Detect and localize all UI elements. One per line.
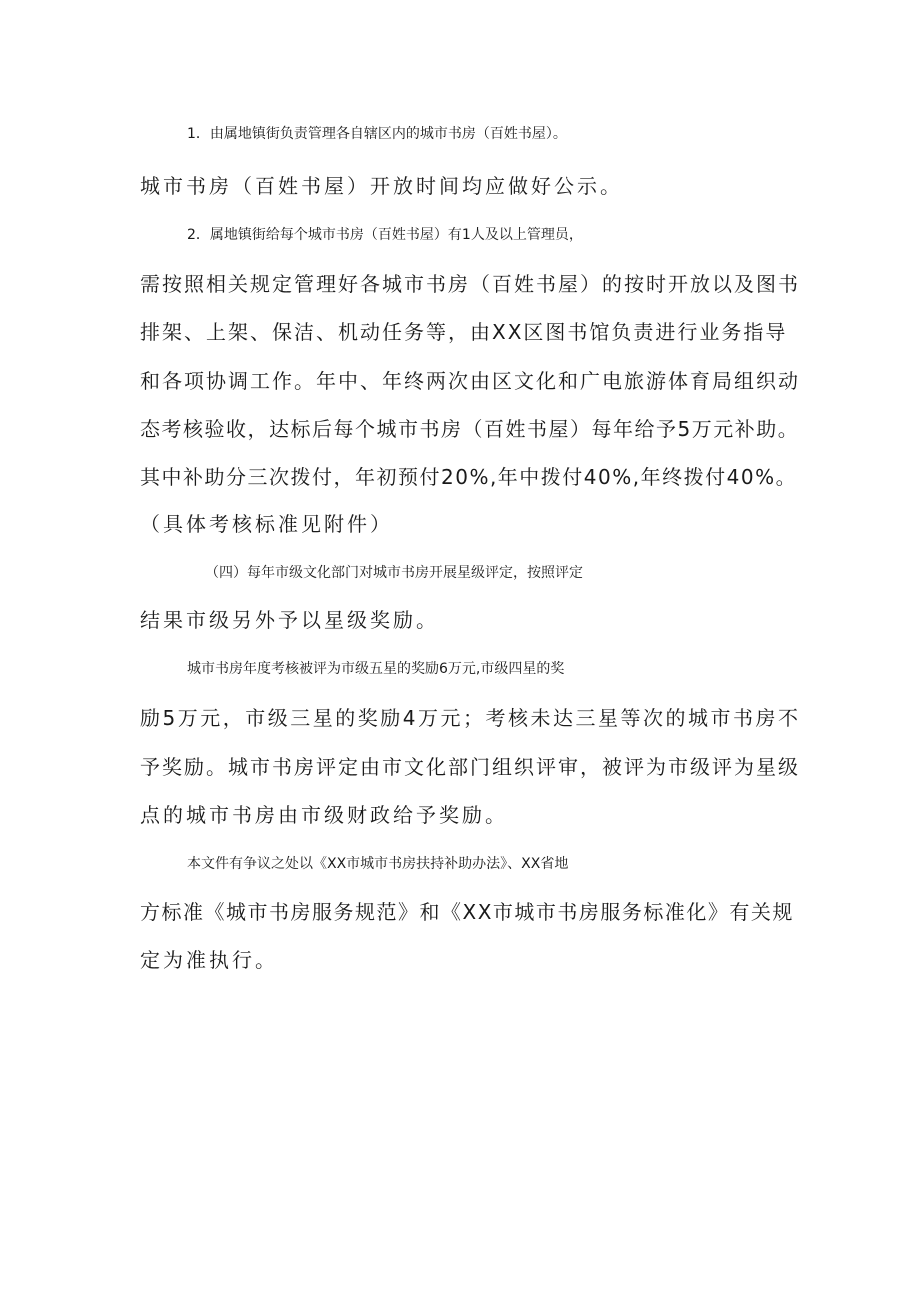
- section-4-line-2: 结果市级另外予以星级奖励。: [140, 608, 439, 632]
- section-4-line-1: （四）每年市级文化部门对城市书房开展星级评定，按照评定: [205, 565, 583, 581]
- paragraph-2-line-5: 态考核验收，达标后每个城市书房（百姓书屋）每年给予5万元补助。: [140, 417, 800, 441]
- paragraph-2-line-7: （具体考核标准见附件）: [140, 512, 393, 536]
- paragraph-2-line-3: 排架、上架、保洁、机动任务等，由XX区图书馆负责进行业务指导: [140, 320, 788, 344]
- paragraph-3-line-1: 城市书房年度考核被评为市级五星的奖励6万元,市级四星的奖: [187, 661, 565, 677]
- paragraph-4-line-1: 本文件有争议之处以《XX市城市书房扶持补助办法》、XX省地: [187, 856, 569, 872]
- paragraph-3-line-3: 予奖励。城市书房评定由市文化部门组织评审，被评为市级评为星级: [140, 755, 800, 779]
- paragraph-2-line-1: 2．属地镇街给每个城市书房（百姓书屋）有1人及以上管理员，: [187, 227, 583, 243]
- paragraph-4-line-2: 方标准《城市书房服务规范》和《XX市城市书房服务标准化》有关规: [140, 900, 794, 924]
- paragraph-4-line-3: 定为准执行。: [140, 948, 278, 972]
- paragraph-3-line-4: 点的城市书房由市级财政给予奖励。: [140, 803, 508, 827]
- paragraph-2-line-2: 需按照相关规定管理好各城市书房（百姓书屋）的按时开放以及图书: [140, 272, 800, 296]
- paragraph-1-line-2: 城市书房（百姓书屋）开放时间均应做好公示。: [140, 174, 623, 198]
- paragraph-2-line-6: 其中补助分三次拨付，年初预付20%,年中拨付40%,年终拨付40%。: [140, 465, 798, 489]
- paragraph-1-line-1: 1．由属地镇街负责管理各自辖区内的城市书房（百姓书屋）。: [187, 126, 567, 142]
- paragraph-3-line-2: 励5万元，市级三星的奖励4万元；考核未达三星等次的城市书房不: [140, 706, 801, 730]
- paragraph-2-line-4: 和各项协调工作。年中、年终两次由区文化和广电旅游体育局组织动: [140, 369, 800, 393]
